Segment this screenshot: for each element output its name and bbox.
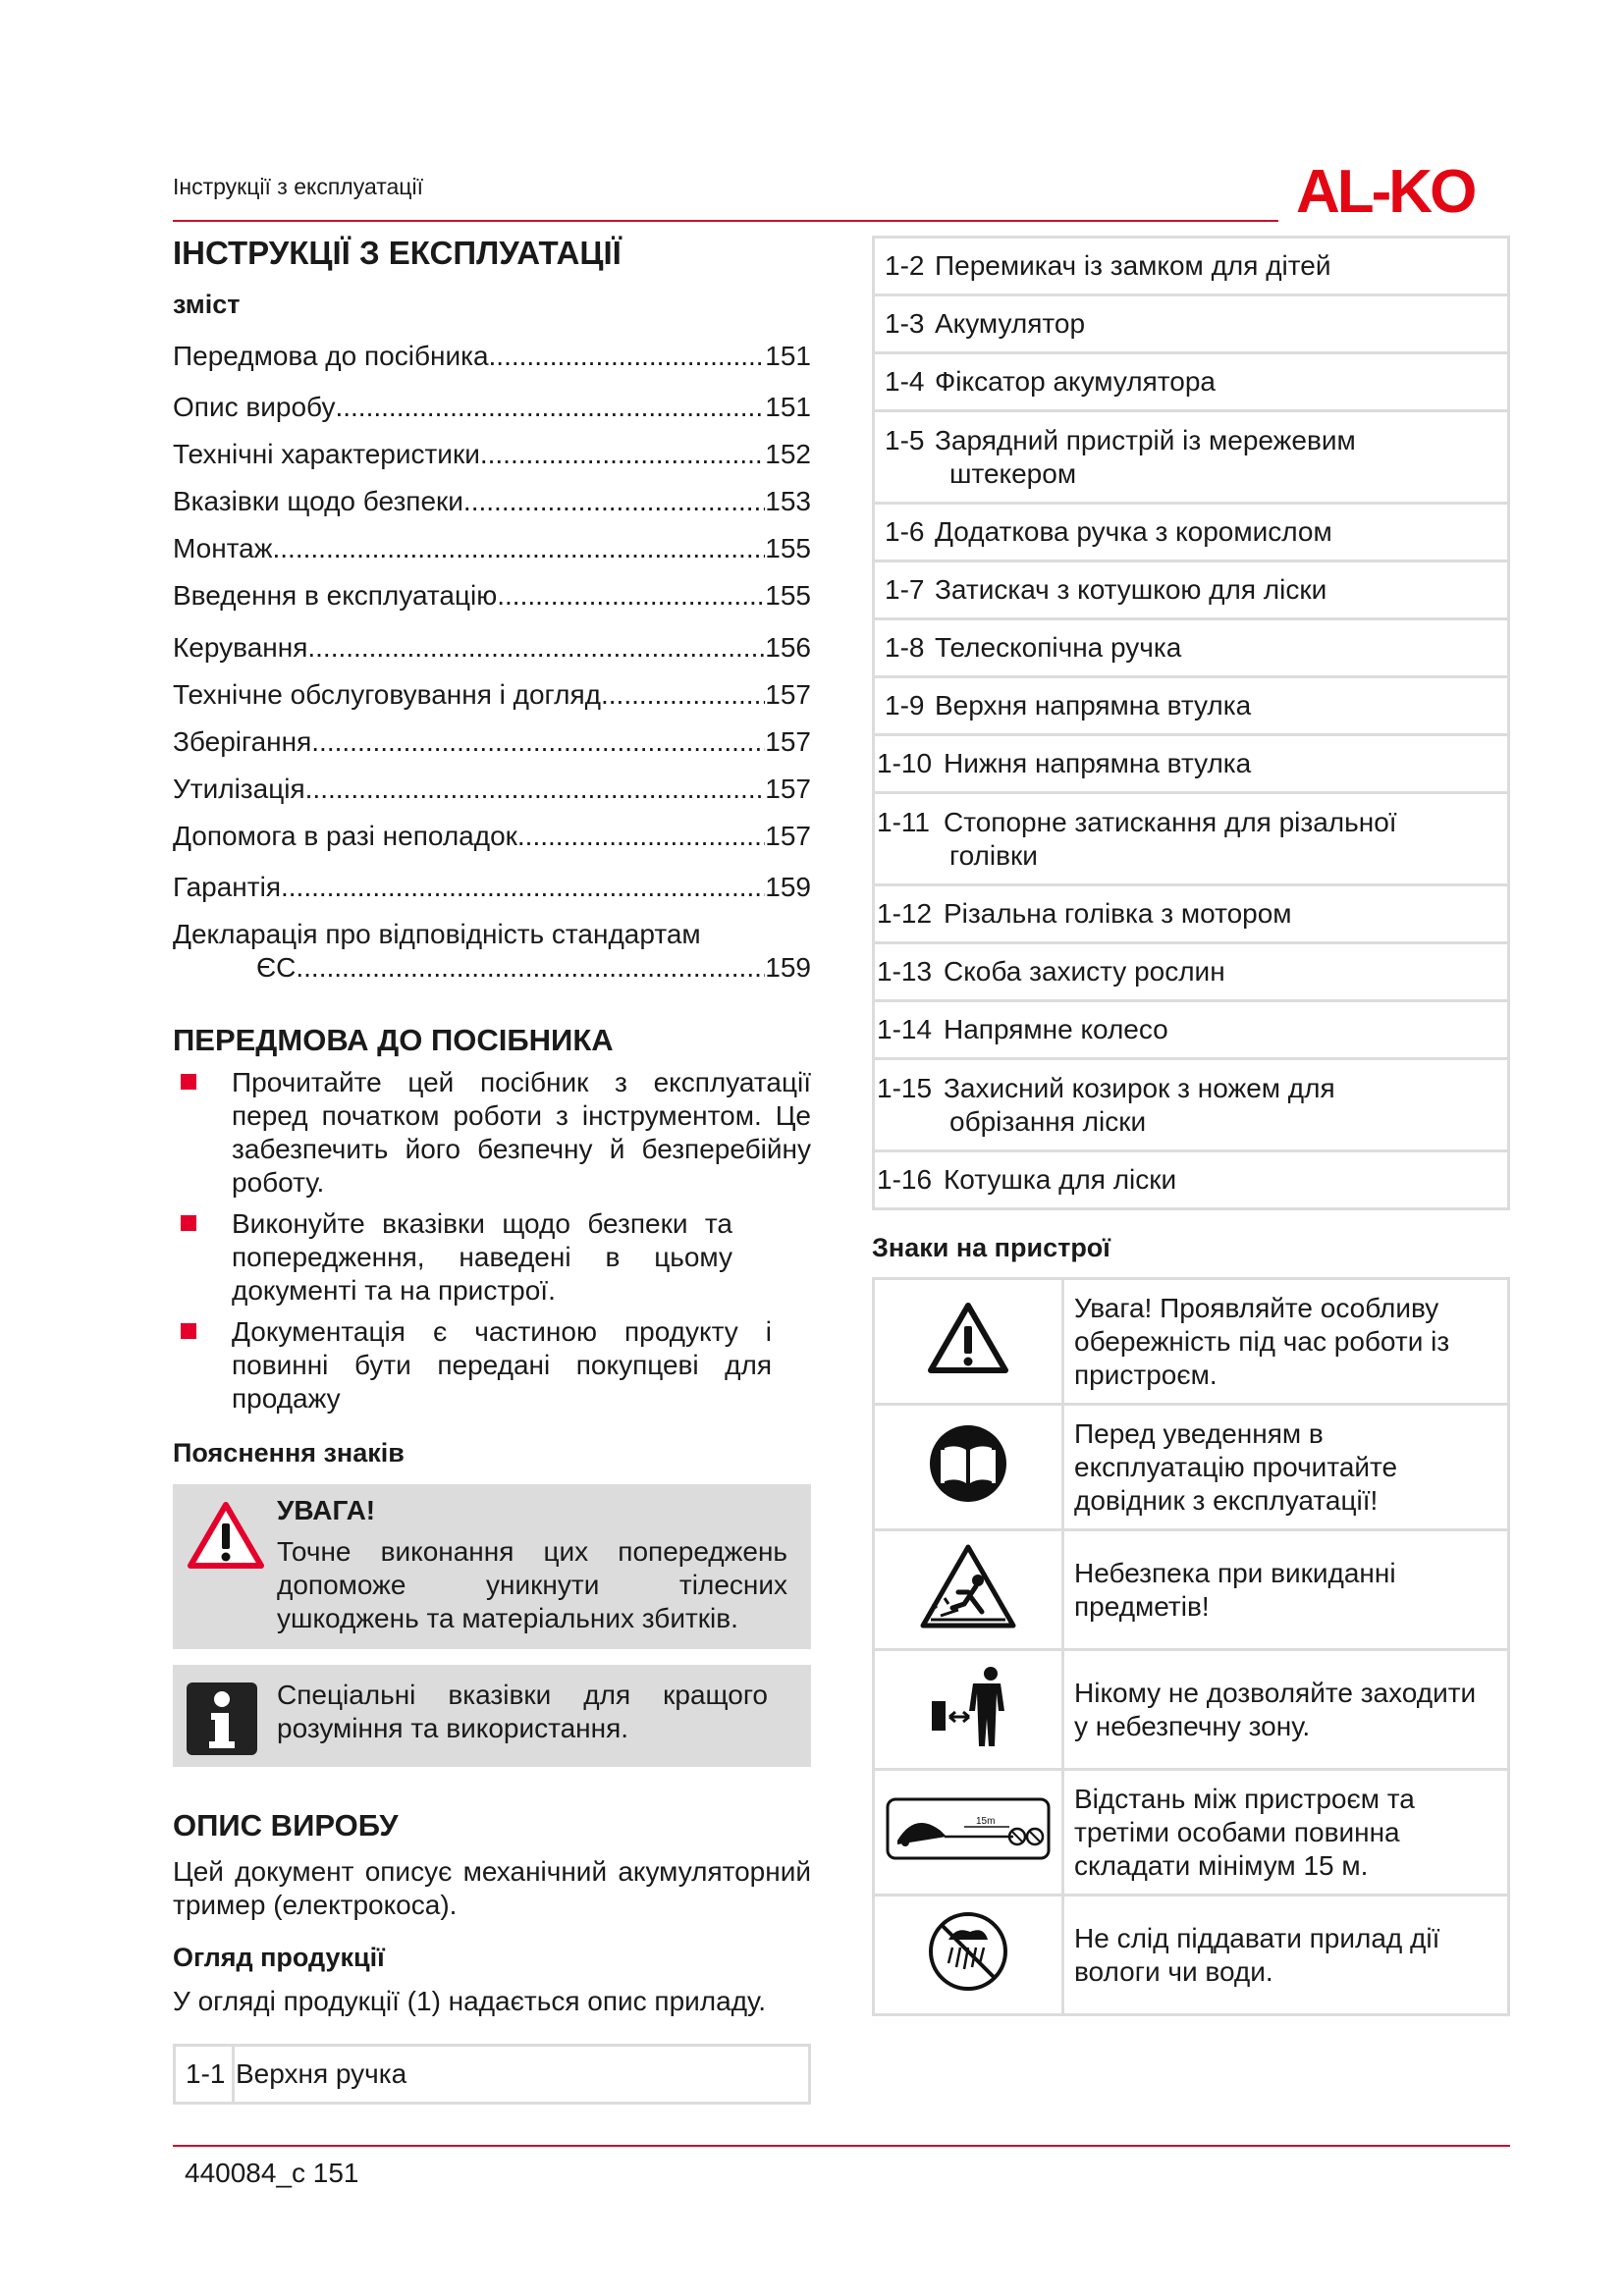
warning-triangle-icon [187,1500,265,1571]
no-rain-icon [927,1910,1009,1993]
warning-title: УВАГА! [277,1495,376,1525]
sign-row [874,1279,1509,1405]
sign-row [874,1405,1509,1530]
part-row: 1-10 Нижня напрямна втулка [874,735,1509,793]
bullet-item: Прочитайте цей посібник з експлуатації перед початком роботи з інструментом. Це забезпечить його безпечну й безперебійну роботу. [173,1066,811,1200]
part-row: 1-9 Верхня напрямна втулка [874,677,1509,735]
part-row: 1-11 Стопорне затискання для різальної голівки [874,793,1509,885]
sign-description: Відстань між пристроєм та третіми особами повинна складати мінімум 15 м. [1063,1770,1509,1896]
part-row: 1-7 Затискач з котушкою для ліски [874,561,1509,619]
toc-list [173,326,811,985]
thrown-objects-icon [919,1543,1017,1629]
info-notice [173,1665,811,1767]
warning-notice [173,1484,811,1649]
part-row: 1-4 Фіксатор акумулятора [874,353,1509,411]
right-column [872,236,1510,2016]
toc-entry[interactable]: Опис виробу ..... 151 [173,373,811,424]
alko-logo [1294,157,1510,220]
part-row: 1-13 Скоба захисту рослин [874,943,1509,1001]
device-signs-table [872,1277,1510,2016]
sign-description: Небезпека при викиданні предметів! [1063,1530,1509,1650]
bullet-item: Виконуйте вказівки щодо безпеки та попередження, наведені в цьому документі та на пристрої. [173,1207,811,1308]
sign-row [874,1650,1509,1770]
info-text: Спеціальні вказівки для кращого розуміння та використання. [277,1680,768,1743]
toc-entry[interactable]: Технічне обслуговування і догляд ..... 157 [173,665,811,712]
product-description-heading: ОПИС ВИРОБУ [173,1808,399,1842]
read-manual-icon [927,1422,1009,1505]
header-divider [173,220,1278,222]
distance-15m-icon [886,1797,1051,1860]
part-row: 1-12 Різальна голівка з мотором [874,885,1509,943]
toc-entry[interactable]: Технічні характеристики ..... 152 [173,424,811,471]
part-row: 1-6 Додаткова ручка з коромислом [874,504,1509,561]
device-signs-heading: Знаки на пристрої [872,1233,1110,1262]
toc-entry[interactable]: Вказівки щодо безпеки ..... 153 [173,471,811,518]
product-overview-text: У огляді продукції (1) надається опис приладу. [173,1986,767,2016]
sign-description: Перед уведенням в експлуатацію прочитайте довідник з експлуатації! [1063,1405,1509,1530]
toc-entry[interactable]: Декларація про відповідність стандартам ЄС ..... 159 [173,904,811,985]
sign-row [874,1770,1509,1896]
part-row [173,2044,811,2105]
part-number: 1-1 [186,2058,226,2089]
warning-triangle-icon [926,1301,1010,1375]
sign-description: Увага! Проявляйте особливу обережність під час роботи із пристроєм. [1063,1279,1509,1405]
toc-entry[interactable]: Передмова до посібника ..... 151 [173,326,811,373]
warning-text: Точне виконання цих попереджень допоможе уникнути тілесних ушкоджень та матеріальних збитків. [277,1536,787,1633]
toc-entry[interactable]: Гарантія ..... 159 [173,853,811,904]
svg-text:15m: 15m [976,1815,996,1827]
bullet-item: Документація є частиною продукту і повинні бути передані покупцеві для продажу [173,1315,811,1415]
toc-entry[interactable]: Монтаж ..... 155 [173,518,811,565]
part-row: 1-16 Котушка для ліски [874,1151,1509,1209]
toc-entry[interactable]: Зберігання ..... 157 [173,712,811,759]
product-intro: Цей документ описує механічний акумуляторний тример (електрокоса). [173,1856,811,1920]
signs-explanation-heading: Пояснення знаків [173,1438,405,1468]
sign-row [874,1896,1509,2015]
preface-bullets [173,1066,811,1415]
info-icon [187,1682,257,1755]
header-title: Інструкції з експлуатації [173,174,423,199]
keep-away-icon [924,1664,1012,1748]
toc-entry[interactable]: Утилізація ..... 157 [173,759,811,806]
part-row: 1-3 Акумулятор [874,295,1509,353]
preface-heading: ПЕРЕДМОВА ДО ПОСІБНИКА [173,1023,614,1057]
toc-entry[interactable]: Допомога в разі неполадок ..... 157 [173,806,811,853]
part-row: 1-2 Перемикач із замком для дітей [874,238,1509,295]
toc-entry[interactable]: Введення в експлуатацію ..... 155 [173,565,811,613]
parts-table [872,236,1510,1210]
part-label: Верхня ручка [236,2058,407,2089]
product-overview-heading: Огляд продукції [173,1943,385,1972]
toc-title: зміст [173,290,241,319]
footer-divider [173,2145,1510,2147]
footer-doc-number: 440084_c 151 [185,2158,359,2188]
sign-description: Не слід піддавати прилад дії вологи чи води. [1063,1896,1509,2015]
part-row: 1-15 Захисний козирок з ножем для обрізання ліски [874,1059,1509,1151]
logo-text: AL-KO [1296,158,1475,220]
sign-row [874,1530,1509,1650]
part-row: 1-8 Телескопічна ручка [874,619,1509,677]
part-row: 1-5 Зарядний пристрій із мережевим штекером [874,411,1509,504]
sign-description: Нікому не дозволяйте заходити у небезпечну зону. [1063,1650,1509,1770]
doc-title: ІНСТРУКЦІЇ З ЕКСПЛУАТАЦІЇ [173,235,622,271]
part-row: 1-14 Напрямне колесо [874,1001,1509,1059]
toc-entry[interactable]: Керування ..... 156 [173,613,811,665]
